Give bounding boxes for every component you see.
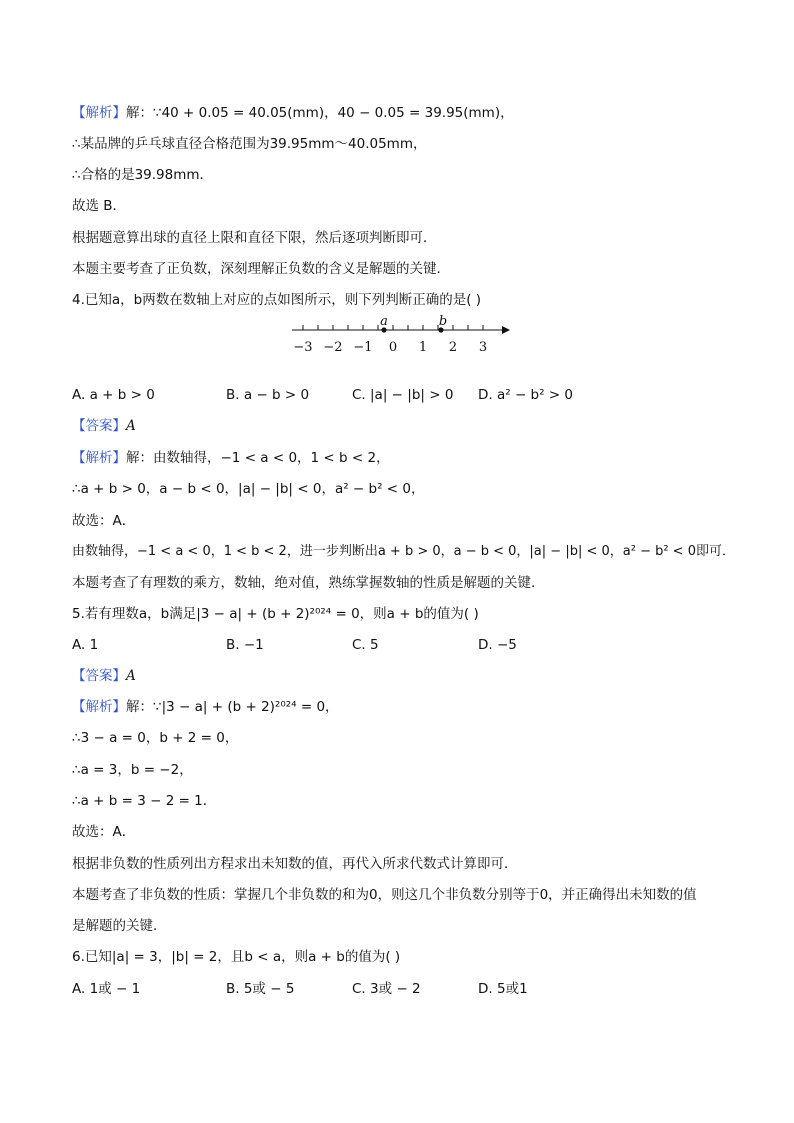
- analysis-text: 解：∵|3 − a| + (b + 2)²⁰²⁴ = 0，: [126, 699, 339, 715]
- q5-answer-line: [72, 666, 136, 686]
- q5-analysis-line5: 故选：A．: [72, 824, 136, 840]
- tick-label: 0: [388, 340, 398, 355]
- answer-tag: 【答案】: [72, 668, 126, 684]
- q4-analysis-line3: 故选：A．: [72, 513, 136, 529]
- solution3-line3: ∴合格的是39.98mm．: [72, 167, 214, 183]
- question4-stem: 4.已知a，b两数在数轴上对应的点如图所示，则下列判断正确的是( ): [72, 292, 482, 308]
- question6-stem: 6.已知|a| = 3，|b| = 2，且b < a，则a + b的值为( ): [72, 949, 401, 965]
- q5-analysis-line4: ∴a + b = 3 − 2 = 1．: [72, 793, 217, 809]
- q6-option-a: A. 1或 − 1: [72, 981, 141, 997]
- q4-analysis-line5: 本题考查了有理数的乘方，数轴，绝对值，熟练掌握数轴的性质是解题的关键．: [72, 575, 545, 591]
- tick-label: 1: [418, 340, 428, 355]
- tick-label: −2: [323, 340, 343, 355]
- answer-tag: 【答案】: [72, 418, 126, 434]
- question5-stem: 5.若有理数a，b满足|3 − a| + (b + 2)²⁰²⁴ = 0，则a + b的值为( ): [72, 606, 479, 622]
- point-a-label: a: [380, 314, 388, 329]
- q4-option-c: C. |a| − |b| > 0: [352, 387, 454, 403]
- q4-analysis-line4: 由数轴得，−1 < a < 0，1 < b < 2，进一步判断出a + b > 0，a − b < 0，|a| − |b| < 0，a² − b² < 0即可．: [72, 544, 735, 559]
- analysis-tag: 【解析】: [72, 105, 126, 121]
- q5-option-c: C. 5: [352, 637, 379, 653]
- q5-option-d: D. −5: [478, 637, 517, 653]
- q4-option-b: B. a − b > 0: [226, 387, 310, 403]
- analysis-tag: 【解析】: [72, 450, 126, 466]
- q6-option-d: D. 5或1: [478, 981, 528, 997]
- q5-analysis-line1: [72, 697, 339, 717]
- analysis-text: 解：由数轴得，−1 < a < 0，1 < b < 2，: [126, 450, 390, 466]
- solution3-line2: ∴某品牌的乒乓球直径合格范围为39.95mm～40.05mm，: [72, 136, 427, 152]
- q4-answer-line: [72, 416, 136, 436]
- solution3-line5: 根据题意算出球的直径上限和直径下限，然后逐项判断即可．: [72, 230, 437, 246]
- q5-analysis-line7: 本题考查了非负数的性质：掌握几个非负数的和为0，则这几个非负数分别等于0，并正确得出未知数的值: [72, 887, 697, 903]
- q5-option-b: B. −1: [226, 637, 264, 653]
- q5-option-a: A. 1: [72, 637, 99, 653]
- q6-option-c: C. 3或 − 2: [352, 981, 421, 997]
- solution3-line1: [72, 103, 514, 123]
- analysis-text: 解：∵40 + 0.05 = 40.05(mm)，40 − 0.05 = 39.95(mm)，: [126, 105, 514, 121]
- tick-label: 3: [478, 340, 488, 355]
- tick-labels: [293, 340, 487, 355]
- analysis-tag: 【解析】: [72, 699, 126, 715]
- tick-marks: [303, 325, 483, 330]
- point-b-label: b: [438, 314, 448, 329]
- q5-analysis-line3: ∴a = 3，b = −2，: [72, 762, 193, 778]
- answer-value: A: [126, 418, 136, 434]
- q4-option-a: A. a + b > 0: [72, 387, 155, 403]
- tick-label: −3: [293, 340, 313, 355]
- solution3-line6: 本题主要考查了正负数，深刻理解正负数的含义是解题的关键．: [72, 261, 450, 277]
- q4-analysis-line1: [72, 448, 390, 468]
- q6-option-b: B. 5或 − 5: [226, 981, 295, 997]
- number-line-figure: [286, 313, 510, 359]
- tick-label: −1: [353, 340, 373, 355]
- solution3-line4: 故选 B．: [72, 198, 127, 214]
- axis-arrow-icon: [502, 326, 510, 334]
- q5-analysis-line8: 是解题的关键．: [72, 918, 167, 934]
- q5-analysis-line6: 根据非负数的性质列出方程求出未知数的值，再代入所求代数式计算即可．: [72, 856, 518, 872]
- tick-label: 2: [448, 340, 458, 355]
- q5-analysis-line2: ∴3 − a = 0，b + 2 = 0，: [72, 730, 239, 746]
- q4-option-d: D. a² − b² > 0: [478, 387, 574, 403]
- q4-analysis-line2: ∴a + b > 0，a − b < 0，|a| − |b| < 0，a² − b² < 0，: [72, 481, 425, 497]
- answer-value: A: [126, 668, 136, 684]
